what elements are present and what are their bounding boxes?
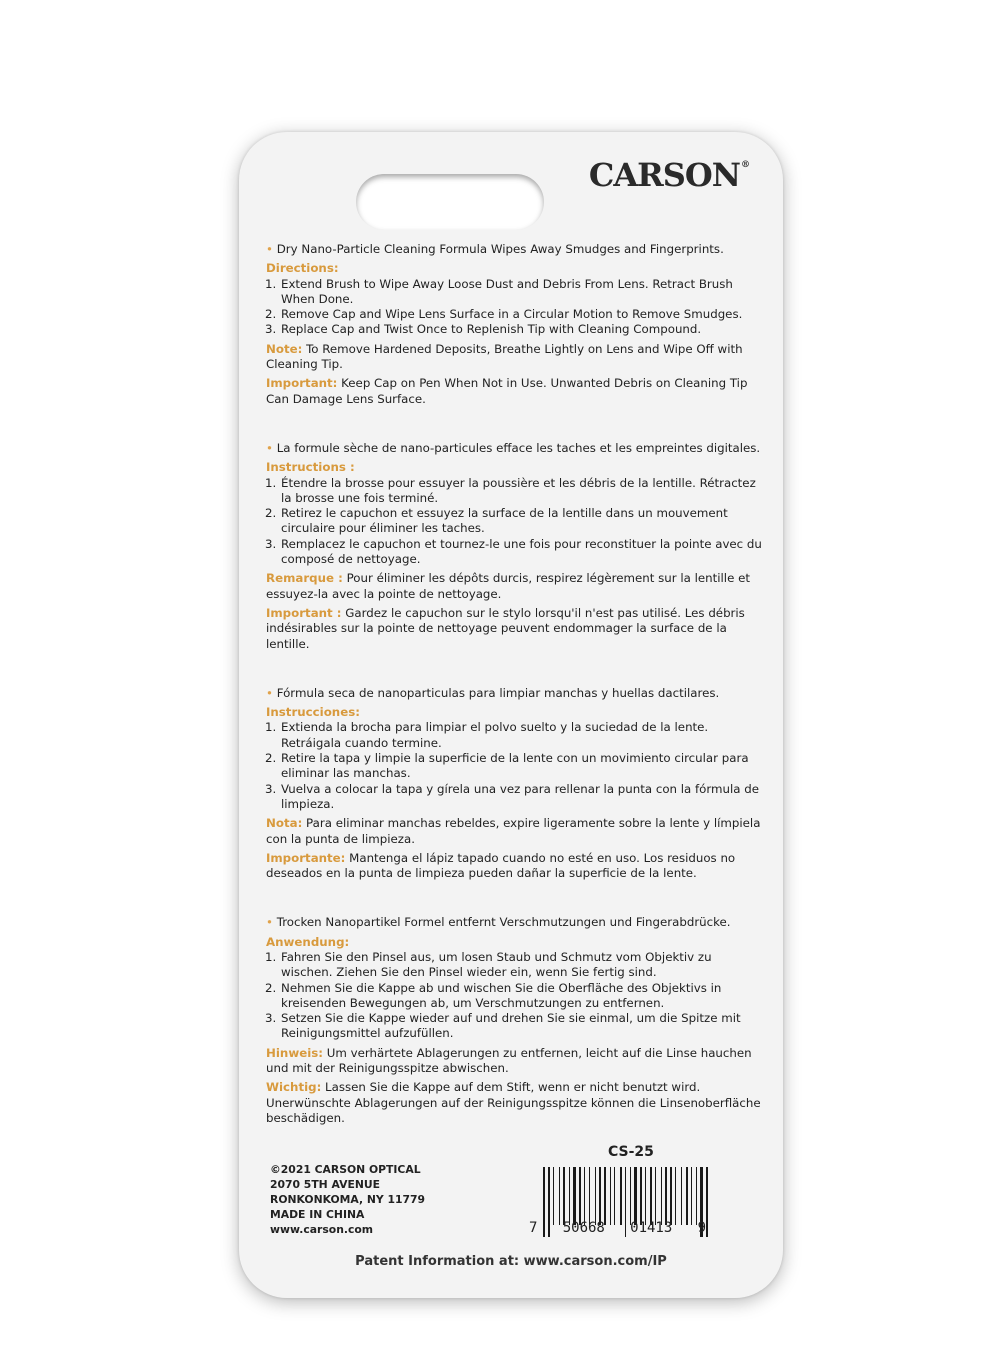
important-french: Important : Gardez le capuchon sur le stylo lorsqu'il n'est pas utilisé. Les débris indésirables sur la pointe de nettoyage peuvent endommager la surface de la lentille. (266, 605, 745, 651)
barcode-bar (599, 1167, 601, 1225)
barcode-bar (681, 1167, 682, 1225)
step-item: 2. Nehmen Sie die Kappe ab und wischen Sie die Oberfläche des Objektivs in kreisenden Bewegungen ab, um Verschmutzungen zu entfernen. (280, 981, 762, 1012)
note-german: Hinweis: Um verhärtete Ablagerungen zu entfernen, leicht auf die Linse hauchen und mit der Reinigungsspitze abwischen. (266, 1045, 752, 1076)
city-line: RONKONKOMA, NY 11779 (270, 1193, 426, 1206)
barcode-bar (559, 1167, 560, 1225)
important-english: Important: Keep Cap on Pen When Not in Use. Unwanted Debris on Cleaning Tip Can Damage Lens Surface. (266, 376, 748, 406)
barcode-bar (553, 1167, 554, 1225)
barcode-bar (640, 1167, 642, 1225)
section-german (266, 915, 762, 1126)
intro-english: • Dry Nano-Particle Cleaning Formula Wipes Away Smudges and Fingerprints. (266, 242, 762, 257)
company-address (270, 1162, 425, 1237)
barcode-bar (614, 1167, 615, 1225)
step-item: 3. Replace Cap and Twist Once to Replenish Tip with Cleaning Compound. (280, 322, 762, 337)
origin-line: MADE IN CHINA (270, 1208, 365, 1221)
section-french (266, 441, 762, 652)
directions-label-german: Anwendung: (266, 934, 350, 949)
barcode-bar (595, 1167, 596, 1225)
step-item: 1. Étendre la brosse pour essuyer la poussière et les débris de la lentille. Rétractez la brosse une fois terminé. (280, 476, 762, 507)
note-spanish: Nota: Para eliminar manchas rebeldes, expire ligeramente sobre la lente y límpiela con la punta de limpieza. (266, 816, 761, 846)
barcode-bar (630, 1167, 631, 1225)
barcode-bar (665, 1167, 667, 1225)
barcode-bar (675, 1167, 676, 1225)
step-item: 2. Retirez le capuchon et essuyez la surface de la lentille dans un mouvement circulaire pour éliminer les taches. (280, 506, 762, 537)
step-item: 1. Fahren Sie den Pinsel aus, um losen Staub und Schmutz vom Objektiv zu wischen. Ziehen Sie den Pinsel wieder ein, wenn Sie fertig sind. (280, 950, 762, 981)
step-item: 1. Extienda la brocha para limpiar el polvo suelto y la suciedad de la lente. Retráigala cuando termine. (280, 720, 762, 751)
step-item: 2. Remove Cap and Wipe Lens Surface in a Circular Motion to Remove Smudges. (280, 307, 762, 322)
section-spanish (266, 686, 762, 882)
section-english (266, 242, 762, 407)
directions-label-english: Directions: (266, 261, 339, 276)
brand-logo: CARSON® (588, 156, 749, 194)
note-english: Note: To Remove Hardened Deposits, Breathe Lightly on Lens and Wipe Off with Cleaning Tip. (266, 341, 743, 372)
barcode-bar (573, 1167, 576, 1225)
directions-label-french: Instructions : (266, 460, 355, 475)
step-item: 1. Extend Brush to Wipe Away Loose Dust and Debris From Lens. Retract Brush When Done. (280, 277, 762, 308)
barcode-bar (579, 1167, 581, 1225)
step-item: 3. Setzen Sie die Kappe wieder auf und drehen Sie sie einmal, um die Spitze mit Reinigungsmittel aufzufüllen. (280, 1011, 762, 1042)
barcode-bar (661, 1167, 662, 1225)
instructions-text (266, 242, 762, 1160)
barcode-digits: 7 50668 01413 9 (529, 1220, 707, 1236)
street-line: 2070 5TH AVENUE (270, 1178, 381, 1191)
intro-spanish: • Fórmula seca de nanoparticulas para limpiar manchas y huellas dactilares. (266, 686, 762, 701)
step-item: 2. Retire la tapa y limpie la superficie de la lente con un movimiento circular para eliminar las manchas. (280, 751, 762, 782)
step-item: 3. Remplacez le capuchon et tournez-le une fois pour reconstituer la pointe avec du composé de nettoyage. (280, 537, 762, 568)
directions-label-spanish: Instrucciones: (266, 705, 360, 720)
hang-hole (356, 174, 544, 230)
barcode-bar (634, 1167, 637, 1225)
barcode-bar (655, 1167, 656, 1225)
important-german: Wichtig: Lassen Sie die Kappe auf dem Stift, wenn er nicht benutzt wird. Unerwünschte Ablagerungen auf der Reinigungsspitze können die Linsenoberfläche beschädigen. (266, 1080, 761, 1125)
intro-german: • Trocken Nanopartikel Formel entfernt Verschmutzungen und Fingerabdrücke. (266, 915, 762, 930)
barcode-bar (589, 1167, 590, 1225)
barcode-bar (569, 1167, 570, 1225)
steps-french (266, 476, 762, 568)
intro-french: • La formule sèche de nano-particules efface les taches et les empreintes digitales. (266, 441, 762, 456)
barcode-bar (610, 1167, 611, 1225)
barcode-bar (584, 1167, 585, 1225)
barcode-bar (650, 1167, 652, 1225)
patent-info: Patent Information at: www.carson.com/IP (355, 1254, 667, 1269)
model-number: CS-25 (608, 1144, 654, 1160)
steps-english (266, 277, 762, 338)
blister-card (239, 132, 783, 1298)
barcode-bar (620, 1167, 622, 1225)
barcode-bar (604, 1167, 606, 1225)
steps-german (266, 950, 762, 1042)
website-line: www.carson.com (270, 1223, 374, 1236)
barcode-bar (645, 1167, 646, 1225)
barcode-bar (691, 1167, 692, 1225)
barcode-bar (696, 1167, 697, 1225)
step-item: 3. Vuelva a colocar la tapa y gírela una vez para rellenar la punta con la fórmula de limpieza. (280, 782, 762, 813)
barcode-bar (563, 1167, 565, 1225)
copyright-line: ©2021 CARSON OPTICAL (270, 1163, 421, 1176)
steps-spanish (266, 720, 762, 812)
note-french: Remarque : Pour éliminer les dépôts durcis, respirez légèrement sur la lentille et essuyez-la avec la pointe de nettoyage. (266, 571, 750, 601)
important-spanish: Importante: Mantenga el lápiz tapado cuando no esté en uso. Los residuos no deseados en la punta de limpieza pueden dañar la superficie de la lente. (266, 850, 736, 881)
barcode-bar (670, 1167, 672, 1225)
barcode-bar (686, 1167, 688, 1225)
